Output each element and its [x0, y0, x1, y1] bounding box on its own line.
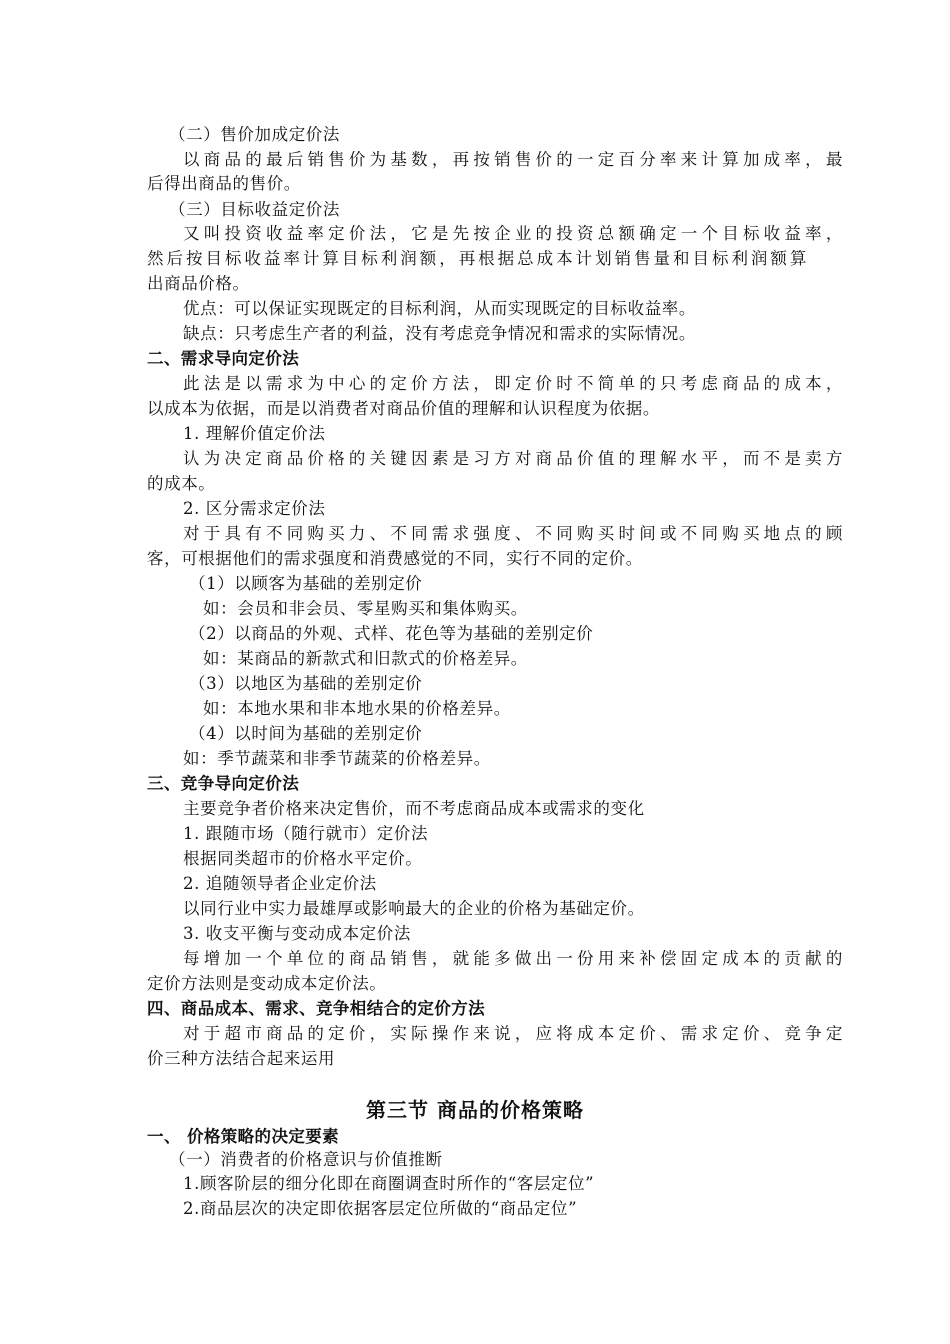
paragraph-line: 根据同类超市的价格水平定价。	[183, 849, 423, 868]
heading-demand-oriented-pricing: 二、需求导向定价法	[147, 349, 300, 368]
subheading-consumer-price-awareness: （一）消费者的价格意识与价值推断	[169, 1150, 443, 1169]
paragraph-line: 的成本。	[147, 474, 216, 493]
example-line: 如：本地水果和非本地水果的价格差异。	[203, 699, 511, 718]
paragraph-line: 对于具有不同购买力、不同需求强度、不同购买时间或不同购买地点的顾	[183, 524, 843, 543]
subheading-target-return-pricing: （三）目标收益定价法	[169, 200, 340, 219]
list-item: 1.顾客阶层的细分化即在商圈调查时所作的“客层定位”	[183, 1174, 595, 1193]
example-line: 如：季节蔬菜和非季节蔬菜的价格差异。	[183, 749, 491, 768]
paragraph-line: 出商品价格。	[147, 274, 250, 293]
example-line: 如：某商品的新款式和旧款式的价格差异。	[203, 649, 528, 668]
paragraph-line: 然后按目标收益率计算目标利润额，再根据总成本计划销售量和目标利润额算	[147, 249, 807, 268]
paragraph-line: 此法是以需求为中心的定价方法，即定价时不简单的只考虑商品的成本，	[183, 374, 843, 393]
subheading-follow-leader-pricing: 2. 追随领导者企业定价法	[183, 874, 377, 893]
list-item: （4）以时间为基础的差别定价	[189, 724, 423, 743]
paragraph-line: 客，可根据他们的需求强度和消费感觉的不同，实行不同的定价。	[147, 549, 643, 568]
advantages-line: 优点：可以保证实现既定的目标利润，从而实现既定的目标收益率。	[183, 299, 696, 318]
heading-price-strategy-factors: 一、 价格策略的决定要素	[147, 1127, 340, 1146]
subheading-follow-market-pricing: 1. 跟随市场（随行就市）定价法	[183, 824, 429, 843]
paragraph-line: 后得出商品的售价。	[147, 174, 301, 193]
paragraph-line: 对于超市商品的定价，实际操作来说，应将成本定价、需求定价、竞争定	[183, 1024, 843, 1043]
list-item: （1）以顾客为基础的差别定价	[189, 574, 423, 593]
heading-combined-pricing: 四、商品成本、需求、竞争相结合的定价方法	[147, 999, 485, 1018]
section-title: 第三节 商品的价格策略	[366, 1098, 584, 1122]
subheading-differential-pricing: 2. 区分需求定价法	[183, 499, 326, 518]
paragraph-line: 定价方法则是变动成本定价法。	[147, 974, 387, 993]
paragraph-line: 以商品的最后销售价为基数，再按销售价的一定百分率来计算加成率，最	[183, 150, 843, 169]
list-item: （2）以商品的外观、式样、花色等为基础的差别定价	[189, 624, 594, 643]
paragraph-line: 认为决定商品价格的关键因素是习方对商品价值的理解水平，而不是卖方	[183, 449, 843, 468]
paragraph-line: 以同行业中实力最雄厚或影响最大的企业的价格为基础定价。	[183, 899, 645, 918]
disadvantages-line: 缺点：只考虑生产者的利益，没有考虑竞争情况和需求的实际情况。	[183, 324, 696, 343]
paragraph-line: 以成本为依据，而是以消费者对商品价值的理解和认识程度为依据。	[147, 399, 660, 418]
subheading-breakeven-variable-cost-pricing: 3. 收支平衡与变动成本定价法	[183, 924, 411, 943]
paragraph-line: 价三种方法结合起来运用	[147, 1049, 336, 1068]
subheading-perceived-value-pricing: 1. 理解价值定价法	[183, 424, 326, 443]
paragraph-line: 每增加一个单位的商品销售，就能多做出一份用来补偿固定成本的贡献的	[183, 949, 843, 968]
example-line: 如：会员和非会员、零星购买和集体购买。	[203, 599, 528, 618]
heading-competition-oriented-pricing: 三、竞争导向定价法	[147, 774, 300, 793]
list-item: （3）以地区为基础的差别定价	[189, 674, 423, 693]
subheading-markup-pricing: （二）售价加成定价法	[169, 125, 340, 144]
list-item: 2.商品层次的决定即依据客层定位所做的“商品定位”	[183, 1199, 578, 1218]
paragraph-line: 又叫投资收益率定价法，它是先按企业的投资总额确定一个目标收益率，	[183, 224, 843, 243]
paragraph-line: 主要竞争者价格来决定售价，而不考虑商品成本或需求的变化	[183, 799, 645, 818]
